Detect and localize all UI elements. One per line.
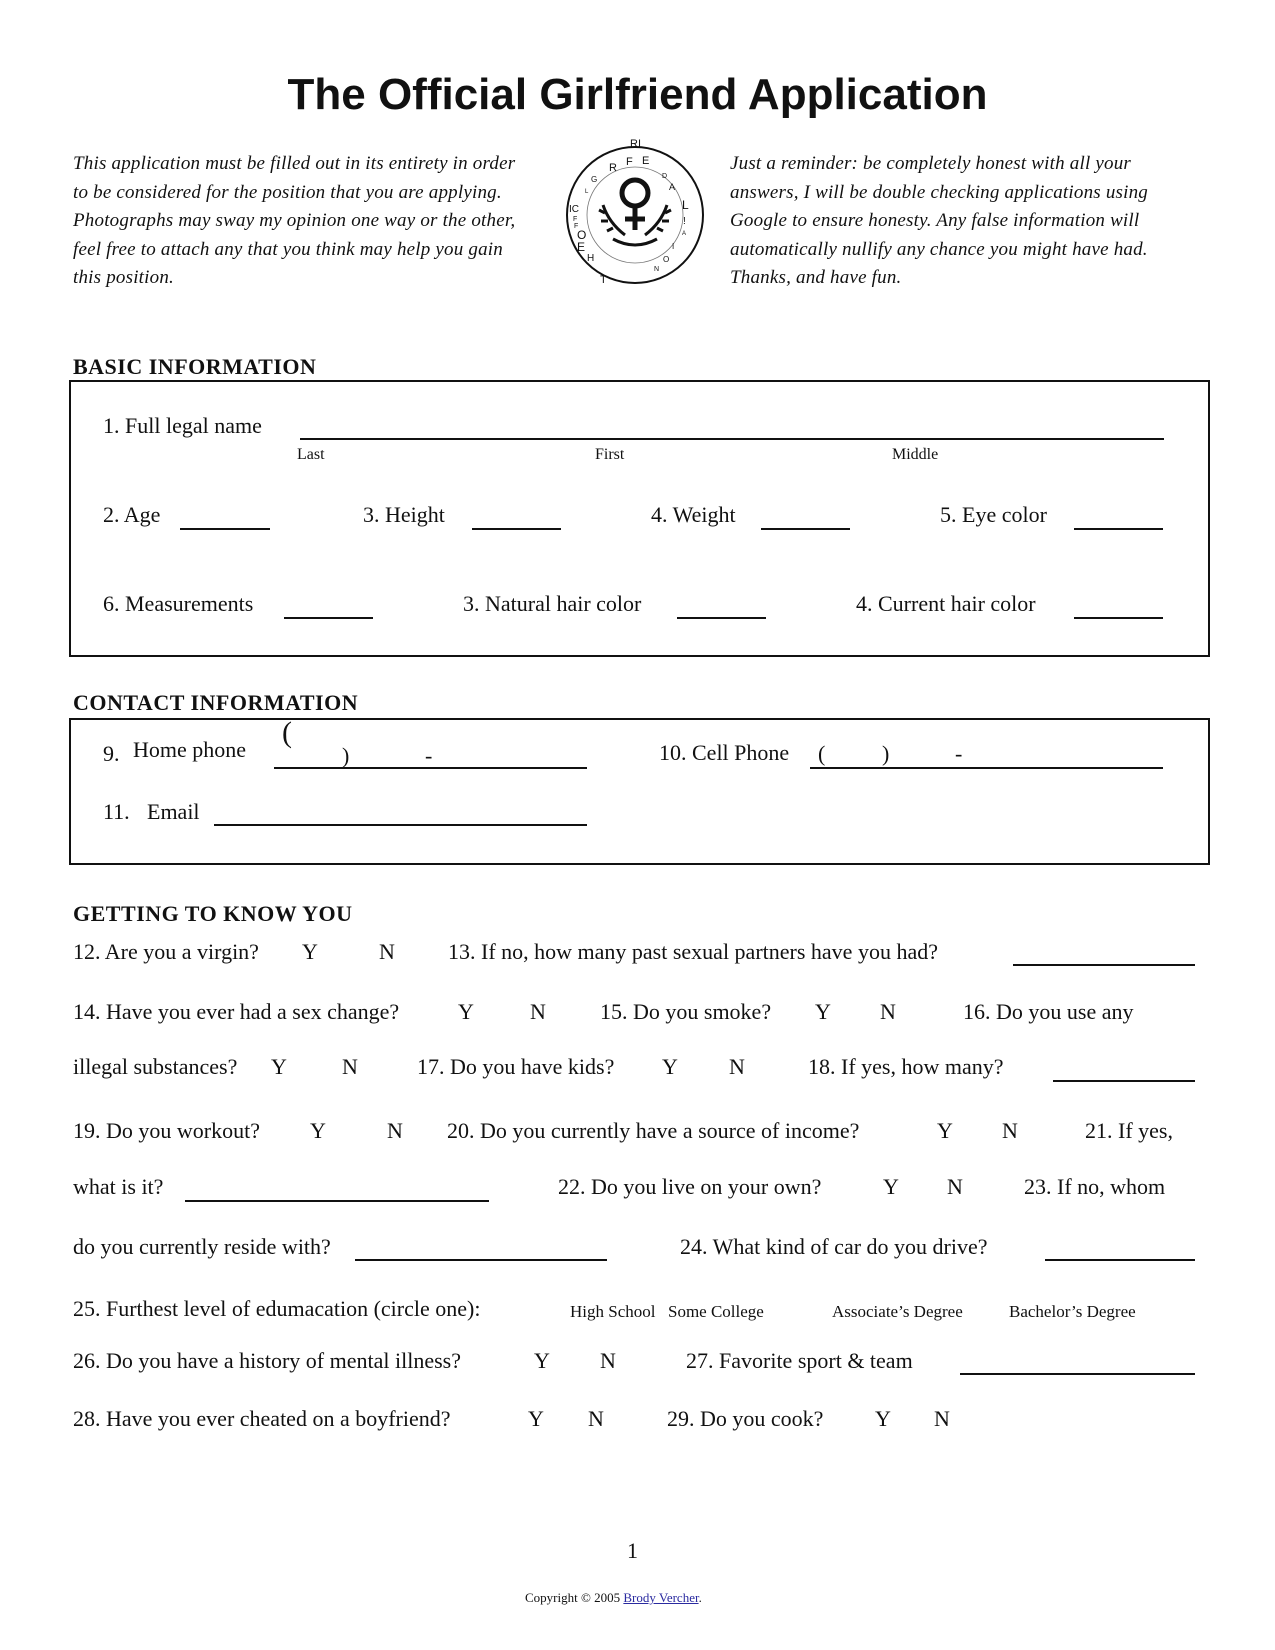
page-number: 1 — [627, 1538, 638, 1563]
income-yes-option[interactable]: Y — [937, 1118, 953, 1143]
live-on-own-no-option[interactable]: N — [947, 1174, 963, 1199]
svg-text:N: N — [654, 266, 660, 273]
last-name-caption: Last — [297, 446, 325, 463]
home-phone-dash: - — [425, 743, 433, 768]
how-many-kids-field[interactable] — [1053, 1080, 1195, 1082]
kids-no-option[interactable]: N — [729, 1054, 745, 1079]
substances-question-start: 16. Do you use any — [963, 999, 1134, 1024]
home-phone-label: Home phone — [133, 737, 247, 762]
copyright-text: Copyright © 2005 — [525, 1590, 621, 1605]
basic-information-heading: BASIC INFORMATION — [73, 354, 317, 379]
full-name-field[interactable] — [300, 438, 1164, 440]
first-name-caption: First — [595, 446, 625, 463]
svg-text:I: I — [672, 242, 675, 251]
svg-text:T: T — [600, 274, 607, 286]
full-name-label: 1. Full legal name — [103, 413, 262, 438]
education-question: 25. Furthest level of edumacation (circle one): — [73, 1296, 481, 1321]
sex-change-yes-option[interactable]: Y — [458, 999, 474, 1024]
weight-label: 4. Weight — [651, 502, 736, 527]
workout-question: 19. Do you workout? — [73, 1118, 260, 1143]
svg-text:A: A — [682, 231, 687, 237]
mental-illness-no-option[interactable]: N — [600, 1348, 616, 1373]
favorite-sport-question: 27. Favorite sport & team — [686, 1348, 913, 1373]
intro-right-text: Just a reminder: be completely honest with all your answers, I will be double checking applications using Google to ensure honesty. Any false information will automatically nullify any chance you might have had. Thanks, and have fun. — [730, 153, 1148, 288]
smoke-question: 15. Do you smoke? — [600, 999, 772, 1024]
education-option-associates[interactable]: Associate’s Degree — [832, 1302, 963, 1321]
svg-text:RI: RI — [630, 138, 641, 150]
cell-phone-label: 10. Cell Phone — [659, 740, 790, 765]
mental-illness-question: 26. Do you have a history of mental illness? — [73, 1348, 461, 1373]
footer-copyright — [525, 1590, 702, 1606]
svg-text:R: R — [609, 162, 617, 174]
virgin-question: 12. Are you a virgin? — [73, 939, 259, 964]
eye-color-field[interactable] — [1074, 528, 1163, 530]
contact-information-heading: CONTACT INFORMATION — [73, 690, 359, 715]
income-no-option[interactable]: N — [1002, 1118, 1018, 1143]
email-field[interactable] — [214, 824, 587, 826]
female-symbol-seal-icon — [555, 135, 715, 295]
intro-left-text: This application must be filled out in its entirety in order to be considered for the position that you are applying. Photographs may sway my opinion one way or the other, feel free to attach any that you think may help you gain this position. — [73, 153, 516, 288]
footer-period: . — [698, 1590, 702, 1605]
cook-yes-option[interactable]: Y — [875, 1406, 891, 1431]
svg-text:D: D — [662, 173, 668, 180]
svg-text:IC: IC — [569, 204, 579, 215]
smoke-no-option[interactable]: N — [880, 999, 896, 1024]
sex-change-question: 14. Have you ever had a sex change? — [73, 999, 400, 1024]
email-label: Email — [147, 799, 200, 824]
reside-with-question-end: do you currently reside with? — [73, 1234, 331, 1259]
cook-no-option[interactable]: N — [934, 1406, 950, 1431]
current-hair-color-label: 4. Current hair color — [856, 591, 1036, 616]
svg-text:G: G — [591, 175, 598, 184]
favorite-sport-field[interactable] — [960, 1373, 1195, 1375]
education-option-bachelors[interactable]: Bachelor’s Degree — [1009, 1302, 1136, 1321]
height-label: 3. Height — [363, 502, 445, 527]
svg-text:!: ! — [683, 216, 686, 227]
smoke-yes-option[interactable]: Y — [815, 999, 831, 1024]
income-question: 20. Do you currently have a source of income? — [447, 1118, 860, 1143]
home-phone-close-paren: ) — [342, 743, 350, 768]
measurements-field[interactable] — [284, 617, 373, 619]
past-partners-question: 13. If no, how many past sexual partners have you had? — [448, 939, 938, 964]
home-phone-open-paren: ( — [282, 716, 292, 749]
svg-text:E: E — [642, 155, 650, 167]
kids-yes-option[interactable]: Y — [662, 1054, 678, 1079]
middle-name-caption: Middle — [892, 446, 939, 463]
cheated-no-option[interactable]: N — [588, 1406, 604, 1431]
substances-yes-option[interactable]: Y — [271, 1054, 287, 1079]
education-option-high-school[interactable]: High School — [570, 1302, 656, 1321]
kids-question: 17. Do you have kids? — [417, 1054, 615, 1079]
svg-text:F: F — [626, 156, 633, 168]
income-source-field[interactable] — [185, 1200, 489, 1202]
workout-yes-option[interactable]: Y — [310, 1118, 326, 1143]
natural-hair-color-label: 3. Natural hair color — [463, 591, 642, 616]
svg-text:H: H — [587, 253, 595, 264]
email-number: 11. — [103, 799, 130, 824]
education-option-some-college[interactable]: Some College — [668, 1302, 764, 1321]
virgin-no-option[interactable]: N — [379, 939, 395, 964]
reside-with-field[interactable] — [355, 1259, 607, 1261]
cheated-question: 28. Have you ever cheated on a boyfriend? — [73, 1406, 451, 1431]
age-label: 2. Age — [103, 502, 161, 527]
how-many-kids-question: 18. If yes, how many? — [808, 1054, 1004, 1079]
svg-text:O: O — [663, 255, 670, 264]
cell-phone-close-paren: ) — [882, 741, 890, 766]
income-source-question-start: 21. If yes, — [1085, 1118, 1173, 1143]
income-source-question-end: what is it? — [73, 1174, 164, 1199]
svg-text:F: F — [574, 223, 579, 230]
natural-hair-color-field[interactable] — [677, 617, 766, 619]
eye-color-label: 5. Eye color — [940, 502, 1047, 527]
current-hair-color-field[interactable] — [1074, 617, 1163, 619]
svg-text:A: A — [669, 182, 676, 192]
cell-phone-field[interactable] — [810, 767, 1163, 769]
svg-text:L: L — [682, 198, 689, 212]
measurements-label: 6. Measurements — [103, 591, 254, 616]
home-phone-number: 9. — [103, 741, 120, 766]
svg-text:E: E — [577, 240, 586, 254]
past-partners-field[interactable] — [1013, 964, 1195, 966]
substances-question-end: illegal substances? — [73, 1054, 238, 1079]
virgin-yes-option[interactable]: Y — [302, 939, 318, 964]
cell-phone-open-paren: ( — [818, 741, 826, 766]
workout-no-option[interactable]: N — [387, 1118, 403, 1143]
cheated-yes-option[interactable]: Y — [528, 1406, 544, 1431]
page-title: The Official Girlfriend Application — [287, 70, 988, 119]
home-phone-field[interactable] — [274, 767, 587, 769]
mental-illness-yes-option[interactable]: Y — [534, 1348, 550, 1373]
reside-with-question-start: 23. If no, whom — [1024, 1174, 1166, 1199]
live-on-own-yes-option[interactable]: Y — [883, 1174, 899, 1199]
cell-phone-dash: - — [955, 741, 963, 766]
getting-to-know-you-heading: GETTING TO KNOW YOU — [73, 901, 353, 926]
author-link[interactable]: Brody Vercher — [623, 1590, 699, 1605]
height-field[interactable] — [472, 528, 561, 530]
age-field[interactable] — [180, 528, 270, 530]
svg-text:L: L — [585, 189, 589, 195]
sex-change-no-option[interactable]: N — [530, 999, 546, 1024]
car-field[interactable] — [1045, 1259, 1195, 1261]
cook-question: 29. Do you cook? — [667, 1406, 824, 1431]
svg-text:F: F — [573, 216, 578, 223]
live-on-own-question: 22. Do you live on your own? — [558, 1174, 822, 1199]
weight-field[interactable] — [761, 528, 850, 530]
svg-text:O: O — [577, 228, 587, 242]
substances-no-option[interactable]: N — [342, 1054, 358, 1079]
car-question: 24. What kind of car do you drive? — [680, 1234, 988, 1259]
